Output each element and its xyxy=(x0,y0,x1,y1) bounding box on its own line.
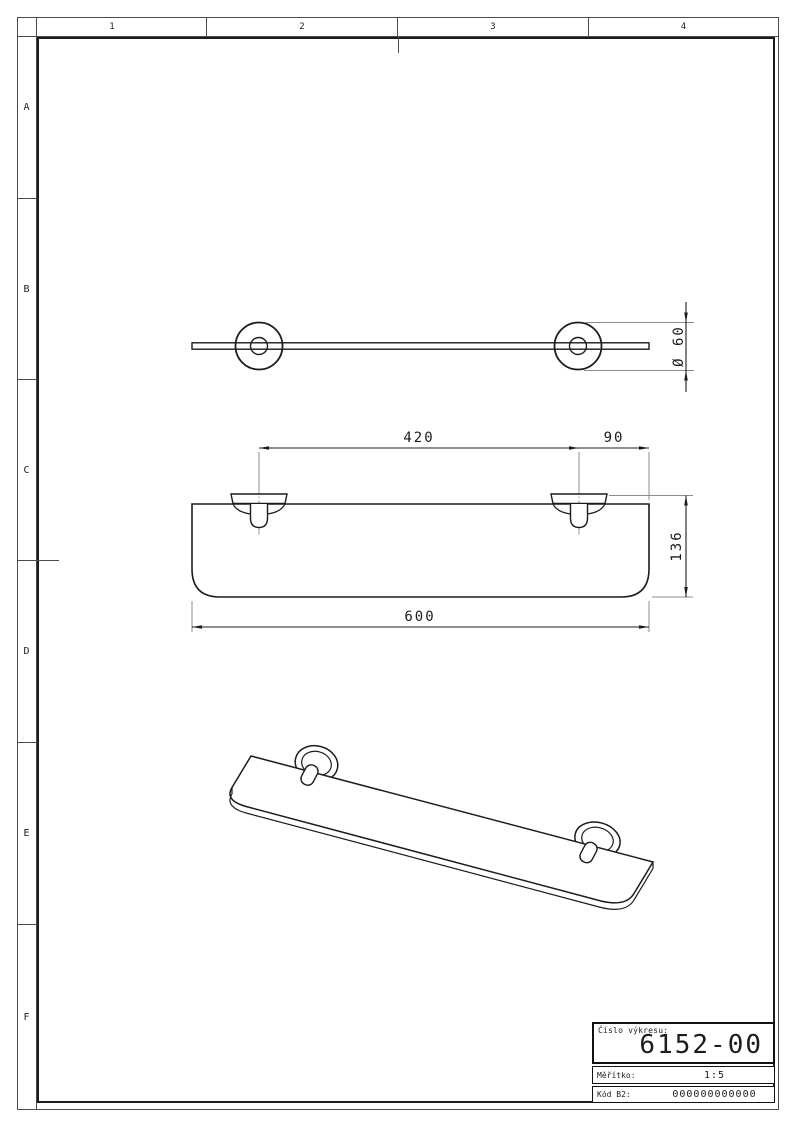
column-1-text: 1 xyxy=(109,21,115,32)
dim-arrow xyxy=(684,371,688,381)
drawing-number-value: 6152-00 xyxy=(639,1030,763,1060)
view-plan xyxy=(192,452,649,597)
dim-total-width xyxy=(192,601,649,632)
scale-label: Měřítko: xyxy=(597,1070,636,1080)
row-E-text: E xyxy=(23,828,30,839)
view-isometric xyxy=(230,741,653,909)
dim-arrow xyxy=(639,446,649,450)
flange-right-hub xyxy=(570,338,587,355)
dim-arrow xyxy=(259,446,269,450)
flange-left-outline xyxy=(236,323,283,370)
flange-left-hub xyxy=(251,338,268,355)
dim-text-diameter: Ø 60 xyxy=(671,325,687,367)
dim-arrow xyxy=(684,496,688,506)
column-4-text: 4 xyxy=(680,21,687,32)
drawing-number-label: Číslo výkresu: xyxy=(598,1026,669,1035)
glass-edge-profile xyxy=(192,343,649,349)
dim-text-420: 420 xyxy=(403,430,435,446)
title-block-number-box xyxy=(592,1022,775,1064)
iso-shelf-top-face xyxy=(230,756,653,903)
code-label: Kód B2: xyxy=(597,1090,631,1099)
dim-arrow xyxy=(192,625,202,629)
view-front xyxy=(192,323,649,370)
code-value: 000000000000 xyxy=(672,1089,757,1100)
dim-arrow xyxy=(639,625,649,629)
dim-arrow xyxy=(684,313,688,323)
column-2-text: 2 xyxy=(299,21,305,32)
column-3-text: 3 xyxy=(490,21,496,32)
bracket-pin xyxy=(251,504,268,528)
row-F-text: F xyxy=(23,1012,30,1023)
dim-depth xyxy=(609,496,693,598)
bracket-plan-right xyxy=(551,452,607,536)
row-D-text: D xyxy=(23,646,30,657)
row-B-text: B xyxy=(23,283,30,295)
dim-text-90: 90 xyxy=(603,430,625,446)
title-block-code-row xyxy=(592,1086,775,1103)
dim-text-600: 600 xyxy=(404,609,436,625)
row-C-text: C xyxy=(23,464,30,476)
bracket-plan-left xyxy=(231,452,287,536)
dim-text-136: 136 xyxy=(669,530,685,562)
bracket-pin xyxy=(571,504,588,528)
row-A-text: A xyxy=(23,102,30,113)
scale-value: 1:5 xyxy=(703,1069,726,1081)
dim-mount-diameter xyxy=(584,302,694,392)
dim-arrow xyxy=(569,446,579,450)
flange-right-outline xyxy=(555,323,602,370)
dim-arrow xyxy=(684,587,688,597)
title-block-scale-row xyxy=(592,1066,775,1084)
dim-mount-spacing xyxy=(259,430,649,500)
